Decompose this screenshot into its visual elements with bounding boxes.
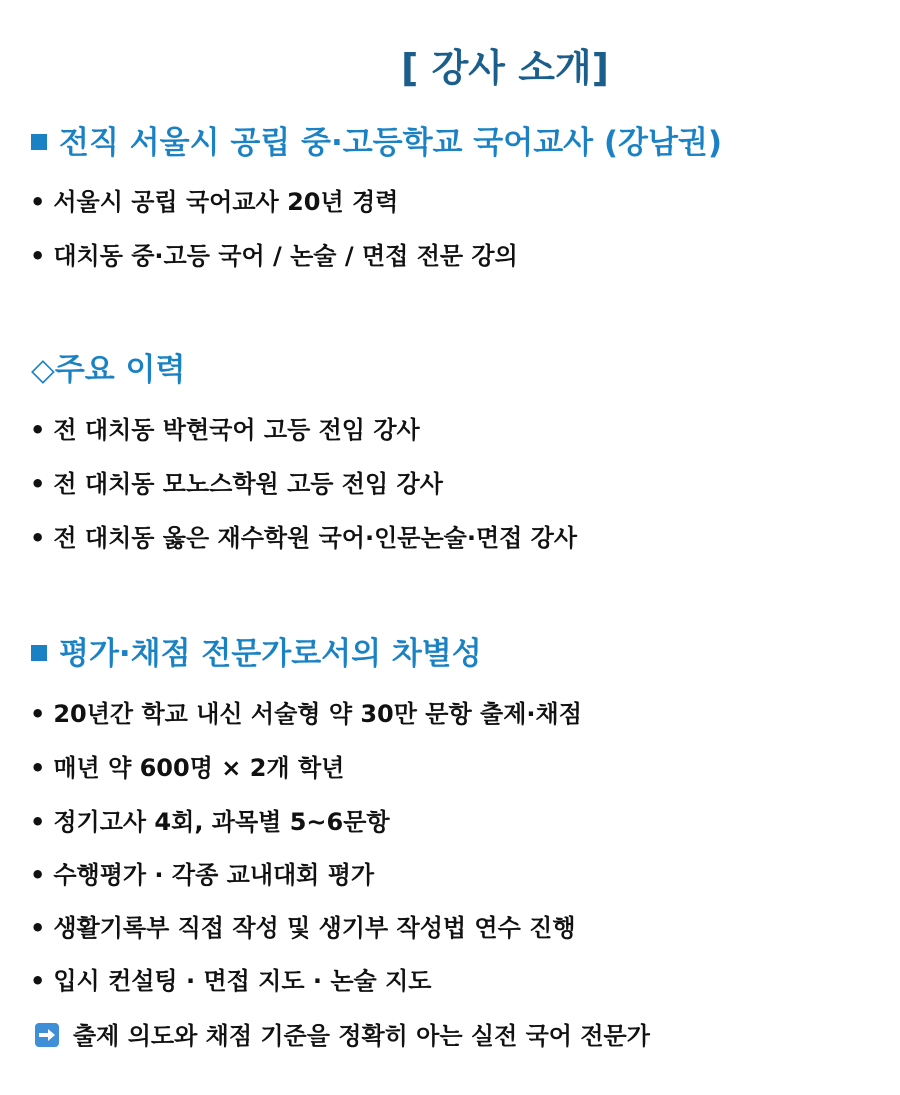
- list-item-text: 생활기록부 직접 작성 및 생기부 작성법 연수 진행: [53, 914, 576, 942]
- list-item: [30, 752, 344, 784]
- section-heading-history-text: ◇주요 이력: [31, 352, 186, 388]
- list-item: [30, 240, 518, 272]
- section-heading-career: [31, 123, 722, 163]
- bullet-dot-icon: •: [30, 524, 46, 552]
- list-item-text: 전 대치동 모노스학원 고등 전임 강사: [53, 470, 443, 498]
- conclusion-line: [35, 1020, 650, 1052]
- square-bullet-icon: [31, 134, 47, 150]
- list-item-text: 대치동 중·고등 국어 / 논술 / 면접 전문 강의: [53, 242, 518, 270]
- bullet-dot-icon: •: [30, 967, 46, 995]
- bullet-dot-icon: •: [30, 700, 46, 728]
- list-item-text: 20년간 학교 내신 서술형 약 30만 문항 출제·채점: [53, 700, 582, 728]
- list-item-text: 전 대치동 옳은 재수학원 국어·인문논술·면접 강사: [53, 524, 578, 552]
- conclusion-text: 출제 의도와 채점 기준을 정확히 아는 실전 국어 전문가: [73, 1022, 650, 1050]
- bullet-dot-icon: •: [30, 808, 46, 836]
- bullet-dot-icon: •: [30, 470, 46, 498]
- list-item: [30, 859, 374, 891]
- list-item: [30, 414, 420, 446]
- bullet-dot-icon: •: [30, 861, 46, 889]
- page-title: [ 강사 소개]: [400, 46, 610, 90]
- list-item-text: 매년 약 600명 × 2개 학년: [53, 754, 345, 782]
- square-bullet-icon: [31, 645, 47, 661]
- list-item-text: 입시 컨설팅 · 면접 지도 · 논술 지도: [53, 967, 432, 995]
- list-item: [30, 468, 443, 500]
- list-item: [30, 912, 576, 944]
- bullet-dot-icon: •: [30, 914, 46, 942]
- list-item: [30, 806, 390, 838]
- list-item-text: 정기고사 4회, 과목별 5~6문항: [53, 808, 390, 836]
- section-heading-differentiation: [31, 634, 482, 674]
- section-heading-history: [31, 350, 185, 390]
- bullet-dot-icon: •: [30, 188, 46, 216]
- section-heading-differentiation-text: 평가·채점 전문가로서의 차별성: [59, 636, 482, 672]
- bullet-dot-icon: •: [30, 242, 46, 270]
- list-item: [30, 965, 431, 997]
- section-heading-career-text: 전직 서울시 공립 중·고등학교 국어교사 (강남권): [59, 125, 723, 161]
- bullet-dot-icon: •: [30, 754, 46, 782]
- list-item-text: 서울시 공립 국어교사 20년 경력: [53, 188, 399, 216]
- list-item: [30, 186, 398, 218]
- list-item: [30, 522, 577, 554]
- list-item: [30, 698, 582, 730]
- list-item-text: 전 대치동 박현국어 고등 전임 강사: [53, 416, 420, 444]
- bullet-dot-icon: •: [30, 416, 46, 444]
- list-item-text: 수행평가 · 각종 교내대회 평가: [53, 861, 375, 889]
- right-arrow-icon: [35, 1023, 59, 1047]
